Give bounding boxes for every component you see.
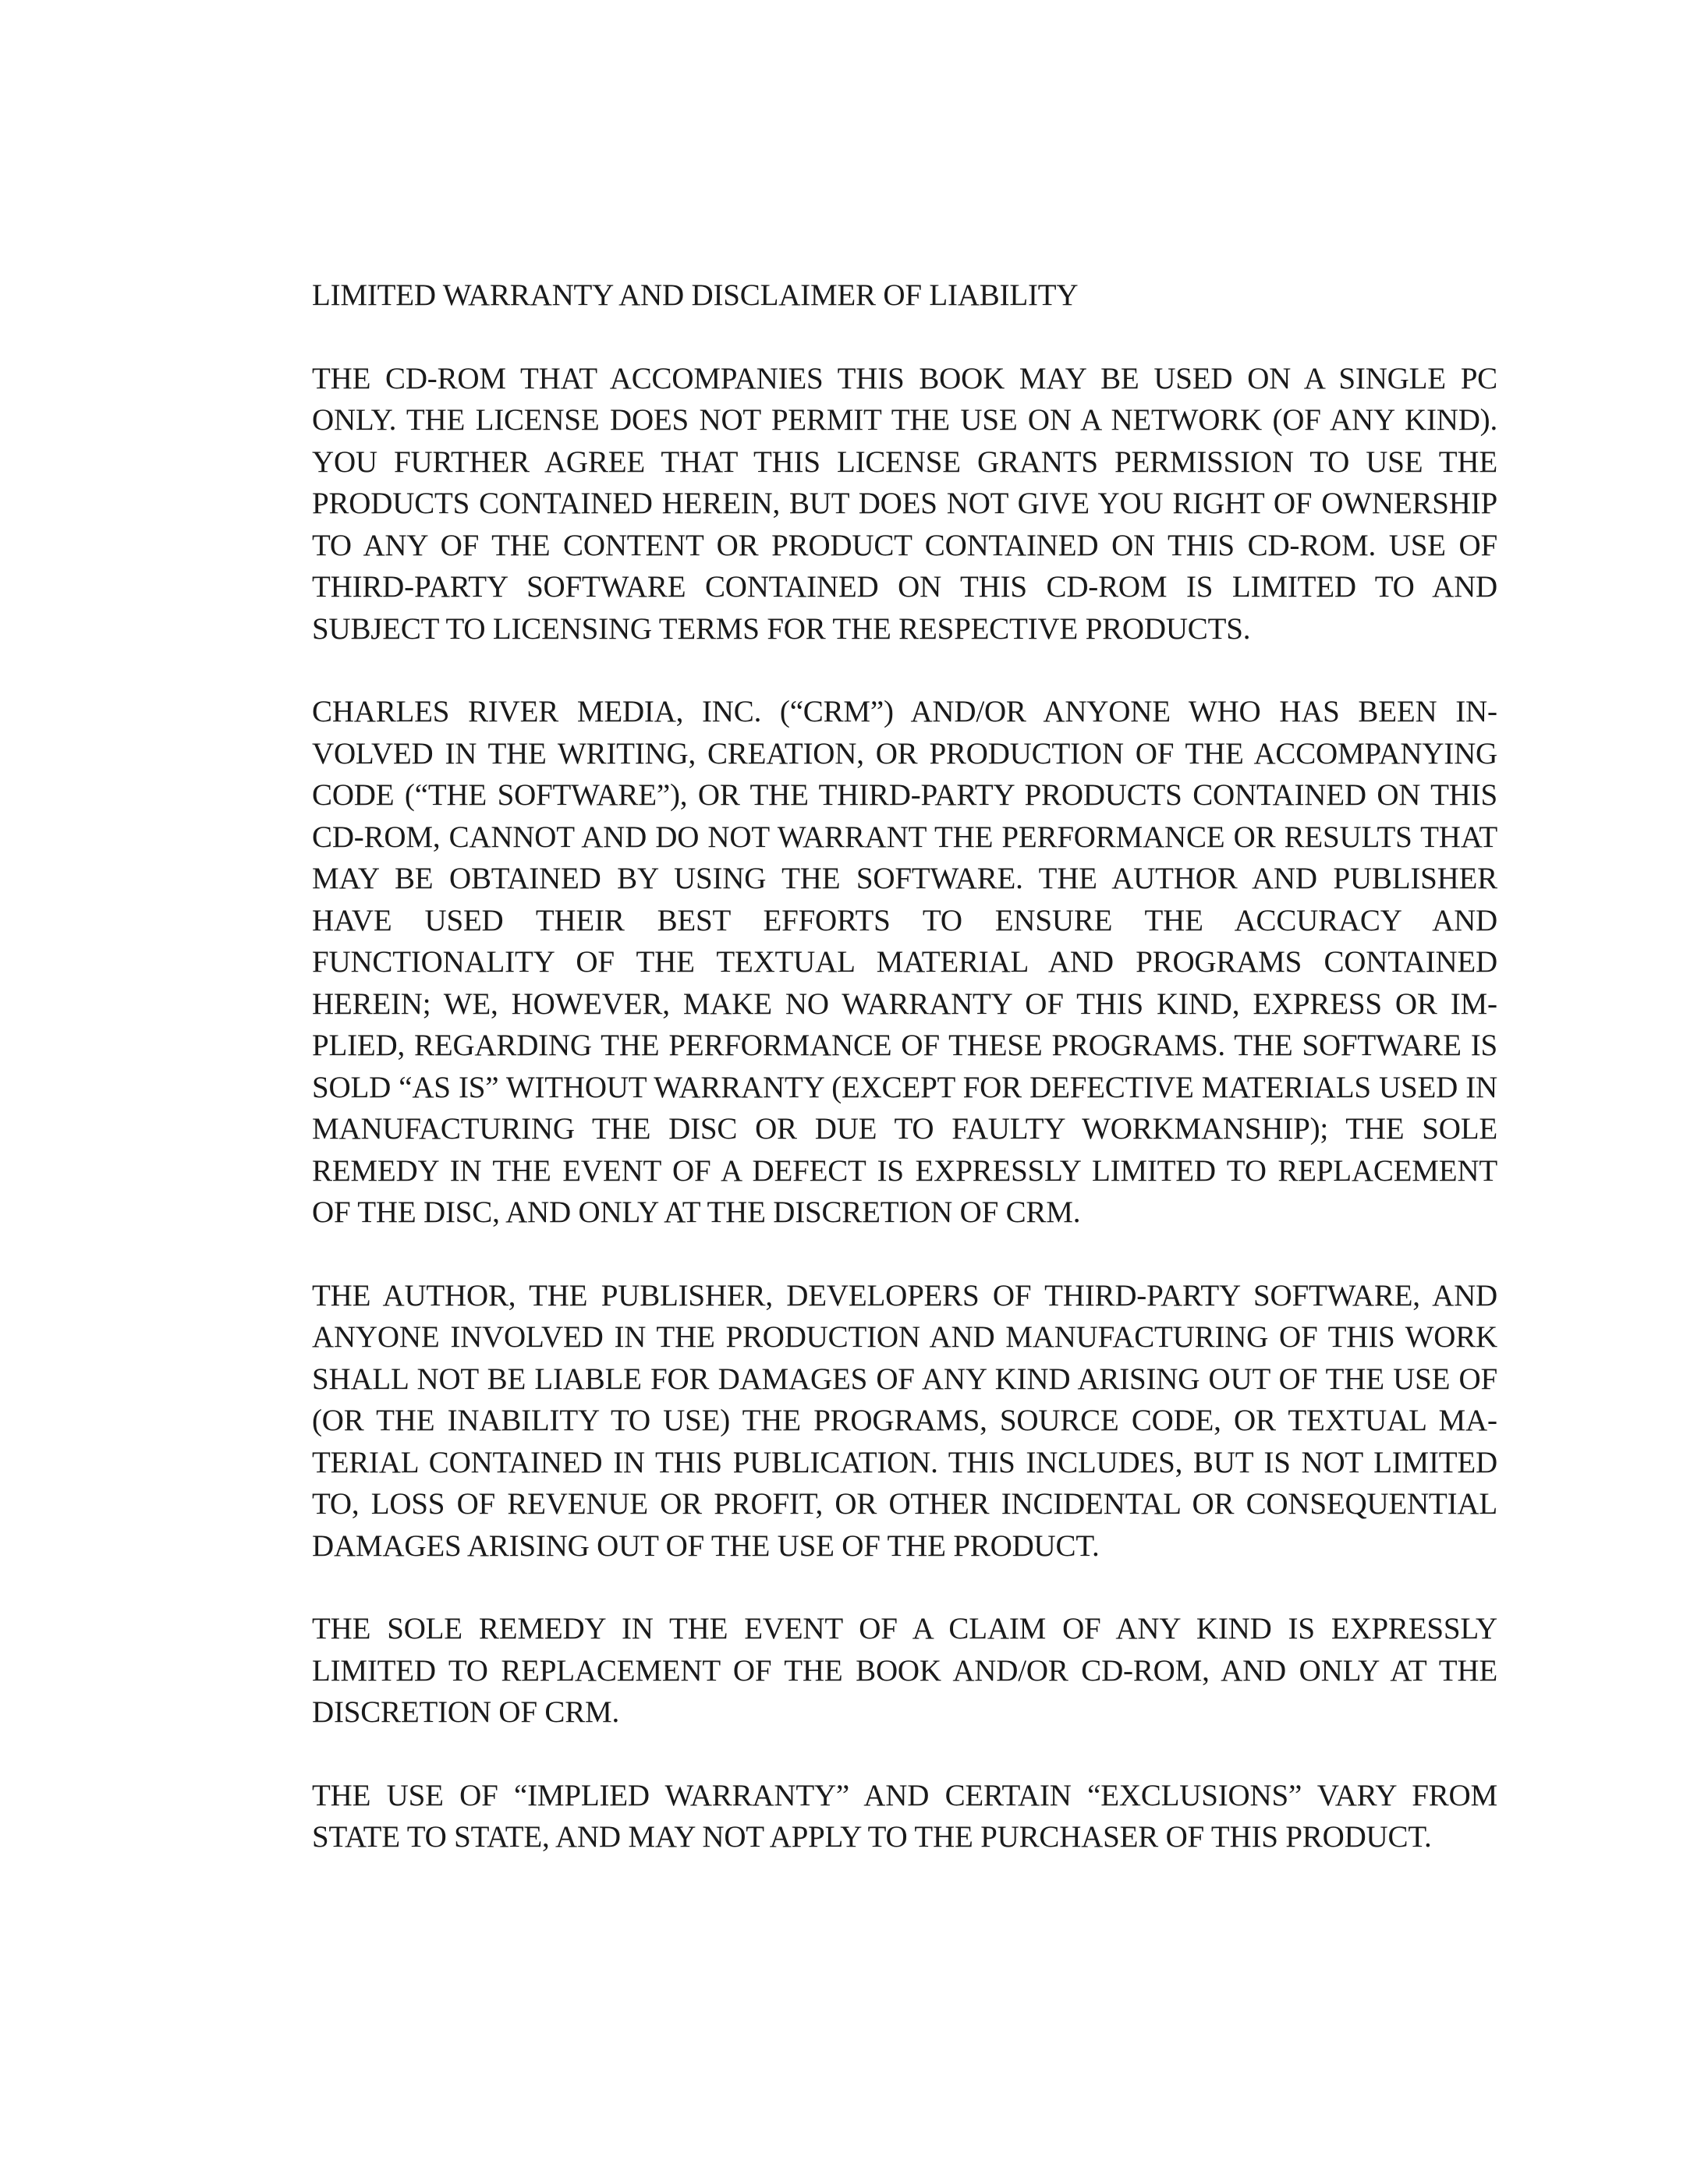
warranty-heading: LIMITED WARRANTY AND DISCLAIMER OF LIABILITY (312, 278, 1079, 312)
warranty-text-block (312, 274, 1497, 1858)
sole-remedy-paragraph: THE SOLE REMEDY IN THE EVENT OF A CLAIM OF ANY KIND IS EXPRESSLY LIMITED TO REPLACEMENT OF THE BOOK AND/OR CD-ROM, AND ONLY AT THE DISCRETION OF CRM. (312, 1612, 1497, 1729)
liability-paragraph: THE AUTHOR, THE PUBLISHER, DEVELOPERS OF THIRD-PARTY SOFTWARE, AND ANYONE INVOLVED IN THE PRODUCTION AND MANUFACTURING OF THIS WORK SHALL NOT BE LIABLE FOR DAMAGES OF ANY KIND ARISING OUT OF THE USE OF (OR THE INABILITY TO USE) THE PROGRAMS, SOURCE CODE, OR TEXTUAL MATERIAL CONTAINED IN THIS PUBLICATION. THIS INCLUDES, BUT IS NOT LIMITED TO, LOSS OF REVENUE OR PROFIT, OR OTHER INCIDENTAL OR CONSEQUENTIAL DAMAGES ARISING OUT OF THE USE OF THE PRODUCT. (312, 1278, 1497, 1563)
implied-warranty-paragraph: THE USE OF “IMPLIED WARRANTY” AND CERTAIN “EXCLUSIONS” VARY FROM STATE TO STATE, AND MAY NOT APPLY TO THE PURCHASER OF THIS PRODUCT. (312, 1778, 1497, 1854)
no-warranty-paragraph: CHARLES RIVER MEDIA, INC. (“CRM”) AND/OR ANYONE WHO HAS BEEN INVOLVED IN THE WRITING, CREATION, OR PRODUCTION OF THE ACCOMPANYING CODE (“THE SOFTWARE”), OR THE THIRD-PARTY PRODUCTS CONTAINED ON THIS CD-ROM, CANNOT AND DO NOT WARRANT THE PERFORMANCE OR RESULTS THAT MAY BE OBTAINED BY USING THE SOFTWARE. THE AUTHOR AND PUBLISHER HAVE USED THEIR BEST EFFORTS TO ENSURE THE ACCURACY AND FUNCTIONALITY OF THE TEXTUAL MATERIAL AND PROGRAMS CONTAINED HEREIN; WE, HOWEVER, MAKE NO WARRANTY OF THIS KIND, EXPRESS OR IMPLIED, REGARDING THE PERFORMANCE OF THESE PROGRAMS. THE SOFTWARE IS SOLD “AS IS” WITHOUT WARRANTY (EXCEPT FOR DEFECTIVE MATERIALS USED IN MANUFACTURING THE DISC OR DUE TO FAULTY WORKMANSHIP); THE SOLE REMEDY IN THE EVENT OF A DEFECT IS EXPRESSLY LIMITED TO REPLACEMENT OF THE DISC, AND ONLY AT THE DISCRETION OF CRM. (312, 695, 1497, 1229)
license-paragraph: THE CD-ROM THAT ACCOMPANIES THIS BOOK MAY BE USED ON A SINGLE PC ONLY. THE LICENSE DOES NOT PERMIT THE USE ON A NETWORK (OF ANY KIND). YOU FURTHER AGREE THAT THIS LICENSE GRANTS PERMISSION TO USE THE PRODUCTS CONTAINED HEREIN, BUT DOES NOT GIVE YOU RIGHT OF OWNERSHIP TO ANY OF THE CONTENT OR PRODUCT CONTAINED ON THIS CD-ROM. USE OF THIRD-PARTY SOFTWARE CONTAINED ON THIS CD-ROM IS LIMITED TO AND SUBJECT TO LICENSING TERMS FOR THE RESPECTIVE PRODUCTS. (312, 361, 1497, 646)
